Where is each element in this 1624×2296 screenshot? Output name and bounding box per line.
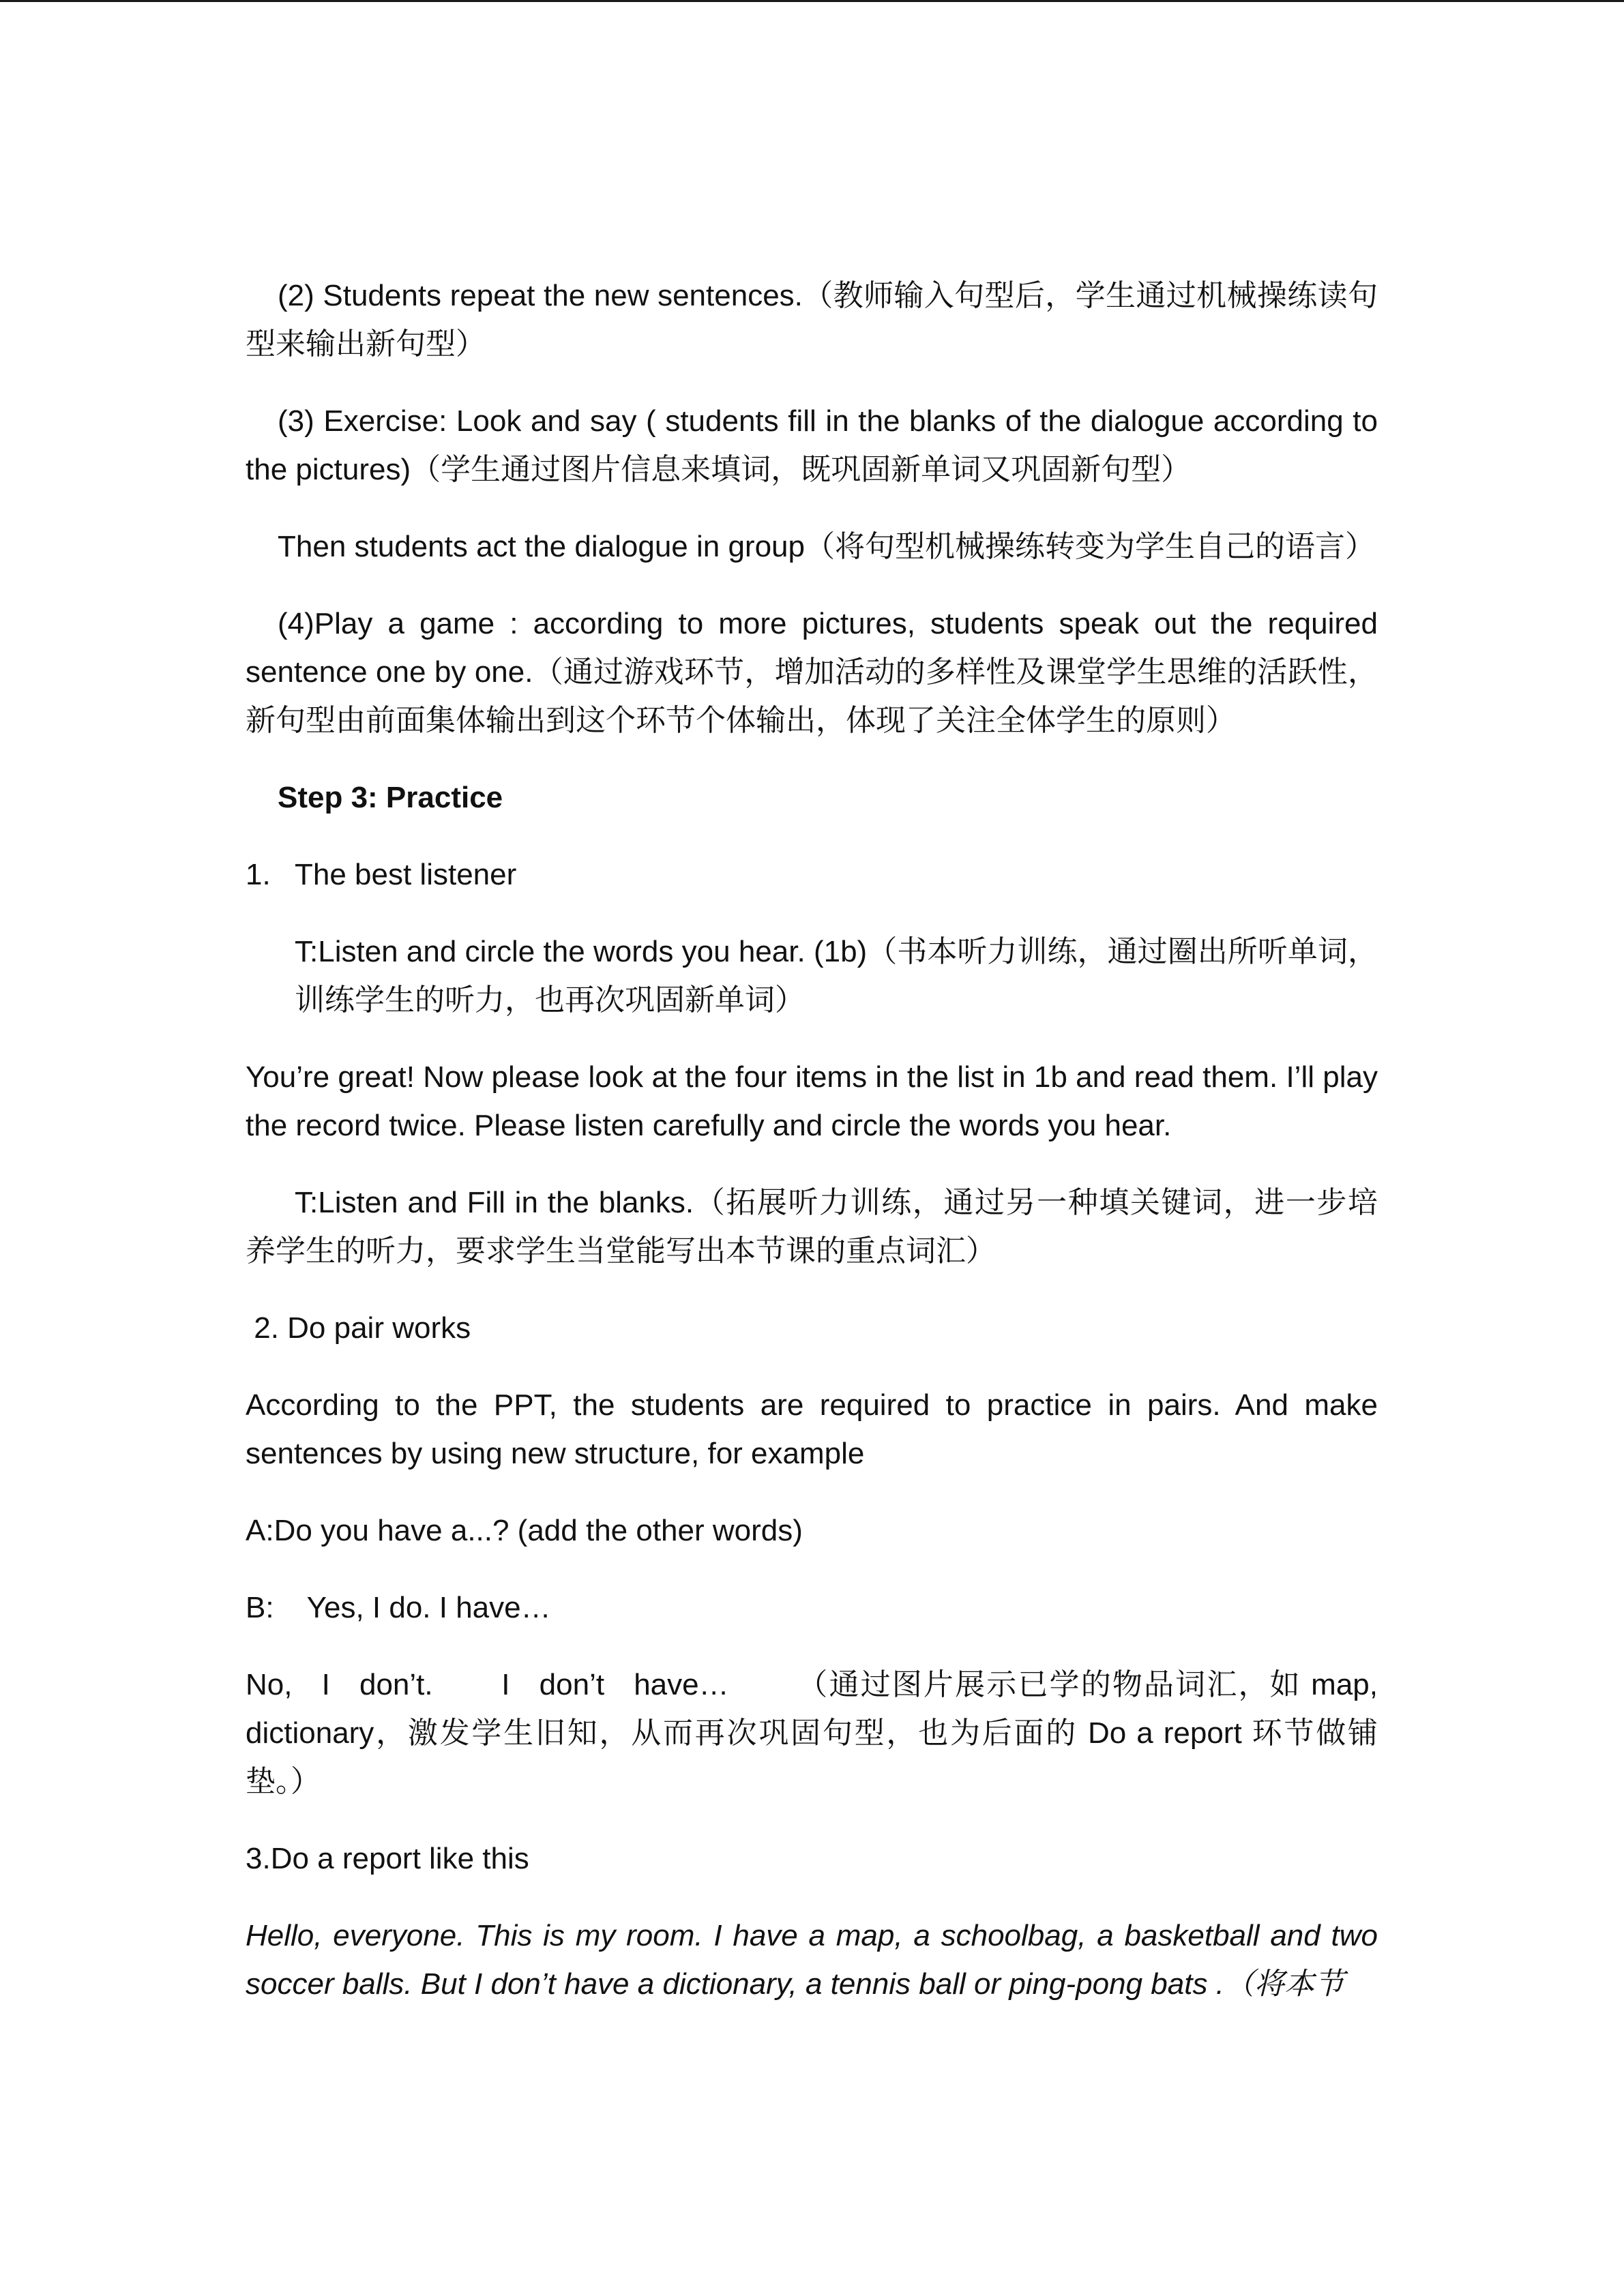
paragraph-ppt-pairs: According to the PPT, the students are required to practice in pairs. And make sentences by using new structure, for example — [246, 1388, 1378, 1470]
paragraph-dialogue-a: A:Do you have a...? (add the other words) — [246, 1514, 803, 1547]
paragraph-listen-circle: T:Listen and circle the words you hear. (1b)（书本听力训练，通过圈出所听单词，训练学生的听力，也再次巩固新单词） — [295, 935, 1378, 1017]
page-top-border — [0, 0, 1624, 2]
paragraph-dialogue-no: No, I don’t. I don’t have… （通过图片展示已学的物品词汇，如 map, dictionary，激发学生旧知，从而再次巩固句型，也为后面的 Do a report 环节做铺垫。） — [246, 1668, 1387, 1798]
list-item-best-listener — [246, 850, 1378, 899]
paragraph-pair-works: 2. Do pair works — [246, 1311, 471, 1345]
list-text: The best listener — [295, 858, 517, 891]
paragraph-do-report: 3.Do a report like this — [246, 1842, 529, 1875]
paragraph-repeat-sentences: (2) Students repeat the new sentences.（教师输入句型后，学生通过机械操练读句型来输出新句型） — [246, 279, 1378, 361]
paragraph-exercise-look-and-say: (3) Exercise: Look and say ( students fill in the blanks of the dialogue according to the pictures)（学生通过图片信息来填词，既巩固新单词又巩固新句型） — [246, 404, 1378, 486]
paragraph-dialogue-b: B: Yes, I do. I have… — [246, 1591, 551, 1624]
step-3-heading: Step 3: Practice — [278, 781, 503, 814]
paragraph-act-dialogue: Then students act the dialogue in group（将句型机械操练转变为学生自己的语言） — [278, 530, 1375, 563]
paragraph-youre-great: You’re great! Now please look at the four items in the list in 1b and read them. I’ll play the record twice. Please listen carefully and circle the words you hear. — [246, 1060, 1378, 1142]
paragraph-report-example: Hello, everyone. This is my room. I have a map, a schoolbag, a basketball and two soccer balls. But I don’t have a dictionary, a tennis ball or ping-pong bats .（将本节 — [246, 1919, 1378, 2001]
paragraph-play-game: (4)Play a game : according to more pictures, students speak out the required sentence one by one.（通过游戏环节，增加活动的多样性及课堂学生思维的活跃性，新句型由前面集体输出到这个环节个体输出，体现了关注全体学生的原则） — [246, 607, 1378, 737]
list-number: 1. — [246, 858, 271, 891]
document-body — [246, 271, 1387, 2037]
paragraph-listen-fill: T:Listen and Fill in the blanks.（拓展听力训练，通过另一种填关键词，进一步培养学生的听力，要求学生当堂能写出本节课的重点词汇） — [246, 1186, 1378, 1268]
